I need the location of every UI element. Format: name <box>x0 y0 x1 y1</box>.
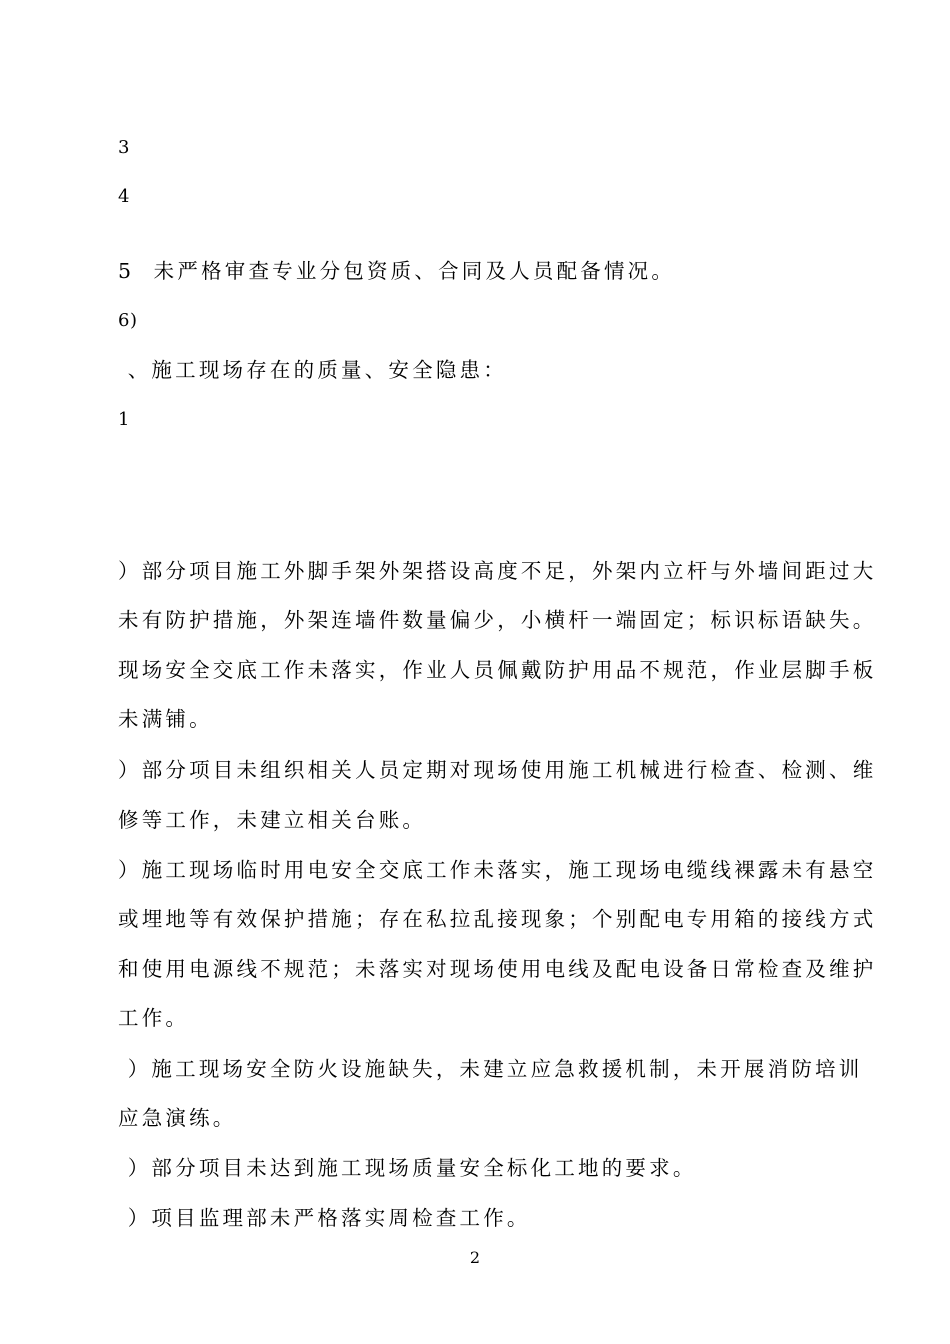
list-item-6: 6) <box>118 310 138 331</box>
item-3-text-a: 3 <box>118 137 137 158</box>
issue-4-line-4: 工作。 <box>118 1006 190 1030</box>
page-number: 2 <box>469 1248 481 1267</box>
issue-7: ）项目监理部未严格落实周检查工作。 <box>118 1206 531 1230</box>
issue-5-line-1: ）施工现场安全防火设施缺失，未建立应急救援机制，未开展消防培训 <box>118 1057 863 1081</box>
issue-4-line-3: 和使用电源线不规范；未落实对现场使用电线及配电设备日常检查及维护 <box>118 957 877 981</box>
item-4-text-a: 4 <box>118 186 137 207</box>
list-item-4 <box>118 161 818 257</box>
section-heading: 、施工现场存在的质量、安全隐患： <box>118 358 507 382</box>
list-item-5: 5 未严格审查专业分包资质、合同及人员配备情况。 <box>118 259 676 283</box>
issue-1-line-1: 1 <box>118 409 130 430</box>
issue-6: ）部分项目未达到施工现场质量安全标化工地的要求。 <box>118 1156 697 1180</box>
issue-5-line-2: 应急演练。 <box>118 1106 237 1130</box>
issue-3-line-1: ）部分项目未组织相关人员定期对现场使用施工机械进行检查、检测、维 <box>118 758 877 782</box>
issue-2-line-4: 未满铺。 <box>118 707 213 731</box>
issue-4-line-1: ）施工现场临时用电安全交底工作未落实，施工现场电缆线裸露未有悬空 <box>118 858 877 882</box>
issue-4-line-2: 或埋地等有效保护措施；存在私拉乱接现象；个别配电专用箱的接线方式 <box>118 907 877 931</box>
issue-2-line-2: 未有防护措施，外架连墙件数量偏少，小横杆一端固定；标识标语缺失。 <box>118 608 877 632</box>
issue-2-line-1: ）部分项目施工外脚手架外架搭设高度不足，外架内立杆与外墙间距过大 <box>118 559 877 583</box>
issue-3-line-2: 修等工作，未建立相关台账。 <box>118 808 427 832</box>
issue-2-line-3: 现场安全交底工作未落实，作业人员佩戴防护用品不规范，作业层脚手板 <box>118 658 877 682</box>
